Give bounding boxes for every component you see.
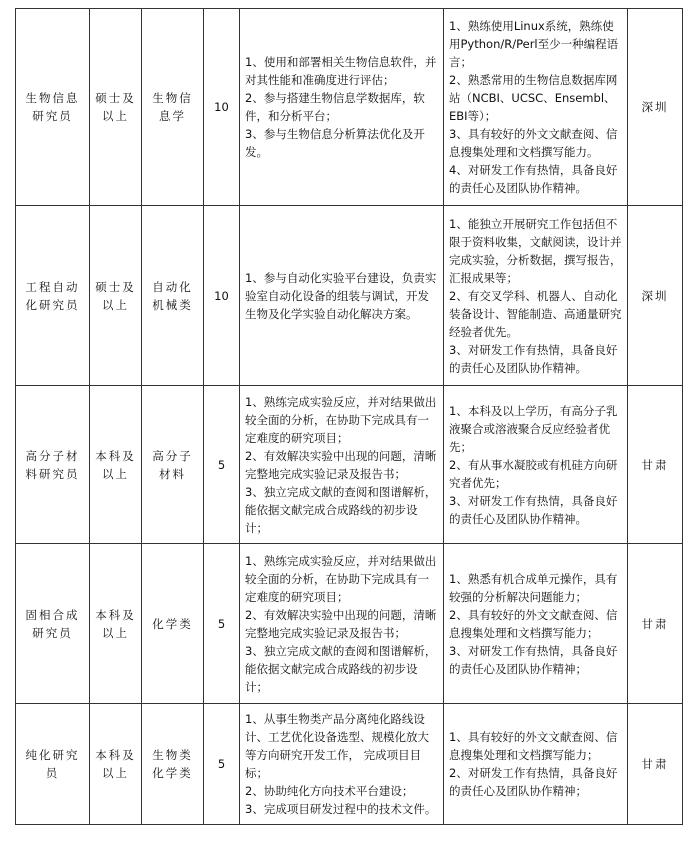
position-cell: 纯化研究员 [16,704,90,825]
table-row [16,704,683,825]
requirement-item: 2、有交叉学科、机器人、自动化装备设计、智能制造、高通量研究经验者优先。 [449,288,622,339]
requirement-item: 2、对研发工作有热情，具备良好的责任心及团队协作精神； [449,766,618,798]
position-cell: 固相合成研究员 [16,544,90,704]
requirement-item: 1、本科及以上学历，有高分子乳液聚合或溶液聚合反应经验者优先； [449,403,618,454]
count-cell: 5 [204,386,240,544]
major-cell: 生物信息学 [142,9,204,206]
duty-item: 3、完成项目研发过程中的技术文件。 [245,802,437,816]
table-row [16,9,683,206]
duty-item: 1、参与自动化实验平台建设，负责实验室自动化设备的组装与调试，开发生物及化学实验自动化解决方案。 [245,270,437,321]
degree-cell: 硕士及以上 [90,206,142,386]
requirements-cell [444,704,628,825]
duty-item: 2、有效解决实验中出现的问题，清晰完整地完成实验记录及报告书； [245,448,437,481]
count-cell: 5 [204,544,240,704]
count-cell: 10 [204,206,240,386]
duty-item: 3、独立完成文献的查阅和图谱解析，能依据文献完成合成路线的初步设计； [245,484,437,535]
city-cell: 甘肃 [628,704,683,825]
position-cell: 高分子材料研究员 [16,386,90,544]
position-cell: 工程自动化研究员 [16,206,90,386]
position-cell: 生物信息研究员 [16,9,90,206]
duty-item: 3、独立完成文献的查阅和图谱解析，能依据文献完成合成路线的初步设计； [245,643,437,694]
major-cell: 生物类化学类 [142,704,204,825]
count-cell: 5 [204,704,240,825]
requirement-item: 1、熟悉有机合成单元操作，具有较强的分析解决问题能力； [449,571,618,604]
requirement-item: 3、对研发工作有热情，具备良好的责任心及团队协作精神。 [449,493,618,526]
degree-cell: 本科及以上 [90,704,142,825]
requirement-item: 3、具有较好的外文文献查阅、信息搜集处理和文档撰写能力。 [449,127,618,159]
table-row [16,544,683,704]
duty-item: 3、参与生物信息分析算法优化及开发。 [245,127,425,159]
requirement-item: 2、具有较好的外文文献查阅、信息搜集处理和文档撰写能力； [449,607,618,640]
degree-cell: 本科及以上 [90,386,142,544]
requirement-item: 1、熟练使用Linux系统，熟练使用Python/R/Perl至少一种编程语言； [449,19,619,69]
job-table-body [16,9,683,825]
city-cell: 深圳 [628,9,683,206]
table-row [16,386,683,544]
duty-item: 2、有效解决实验中出现的问题，清晰完整地完成实验记录及报告书； [245,607,437,640]
city-cell: 甘肃 [628,544,683,704]
city-cell: 甘肃 [628,386,683,544]
count-cell: 10 [204,9,240,206]
duties-cell [240,386,444,544]
job-table [15,8,683,825]
duties-cell [240,704,444,825]
requirement-item: 4、对研发工作有热情，具备良好的责任心及团队协作精神。 [449,163,618,195]
requirements-cell [444,386,628,544]
duties-cell [240,9,444,206]
major-cell: 高分子材料 [142,386,204,544]
duty-item: 1、熟练完成实验反应，并对结果做出较全面的分析，在协助下完成具有一定难度的研究项目； [245,394,437,445]
duties-cell [240,544,444,704]
requirement-item: 3、对研发工作有热情，具备良好的责任心及团队协作精神； [449,643,618,676]
requirements-cell [444,206,628,386]
duty-item: 2、参与搭建生物信息学数据库，软件，和分析平台； [245,91,425,123]
requirements-cell [444,9,628,206]
duty-item: 1、使用和部署相关生物信息软件，并对其性能和准确度进行评估； [245,55,437,87]
duties-cell [240,206,444,386]
requirement-item: 1、具有较好的外文文献查阅、信息搜集处理和文档撰写能力； [449,730,618,762]
requirements-cell [444,544,628,704]
degree-cell: 本科及以上 [90,544,142,704]
city-cell: 深圳 [628,206,683,386]
major-cell: 自动化机械类 [142,206,204,386]
requirement-item: 2、熟悉常用的生物信息数据库网站（NCBI、UCSC、Ensembl、EBI等）； [449,73,618,123]
duty-item: 1、从事生物类产品分离纯化路线设计、工艺优化设备选型、规模化放大等方向研究开发工作， 完成项目目标； [245,712,429,780]
duty-item: 1、熟练完成实验反应，并对结果做出较全面的分析，在协助下完成具有一定难度的研究项目； [245,553,437,604]
requirement-item: 2、有从事水凝胶或有机硅方向研究者优先； [449,457,618,490]
requirement-item: 1、能独立开展研究工作包括但不限于资料收集，文献阅读，设计并完成实验，分析数据，撰写报告，汇报成果等； [449,216,622,285]
table-row [16,206,683,386]
degree-cell: 硕士及以上 [90,9,142,206]
duty-item: 2、协助纯化方向技术平台建设； [245,784,414,798]
requirement-item: 3、对研发工作有热情，具备良好的责任心及团队协作精神。 [449,342,618,375]
major-cell: 化学类 [142,544,204,704]
